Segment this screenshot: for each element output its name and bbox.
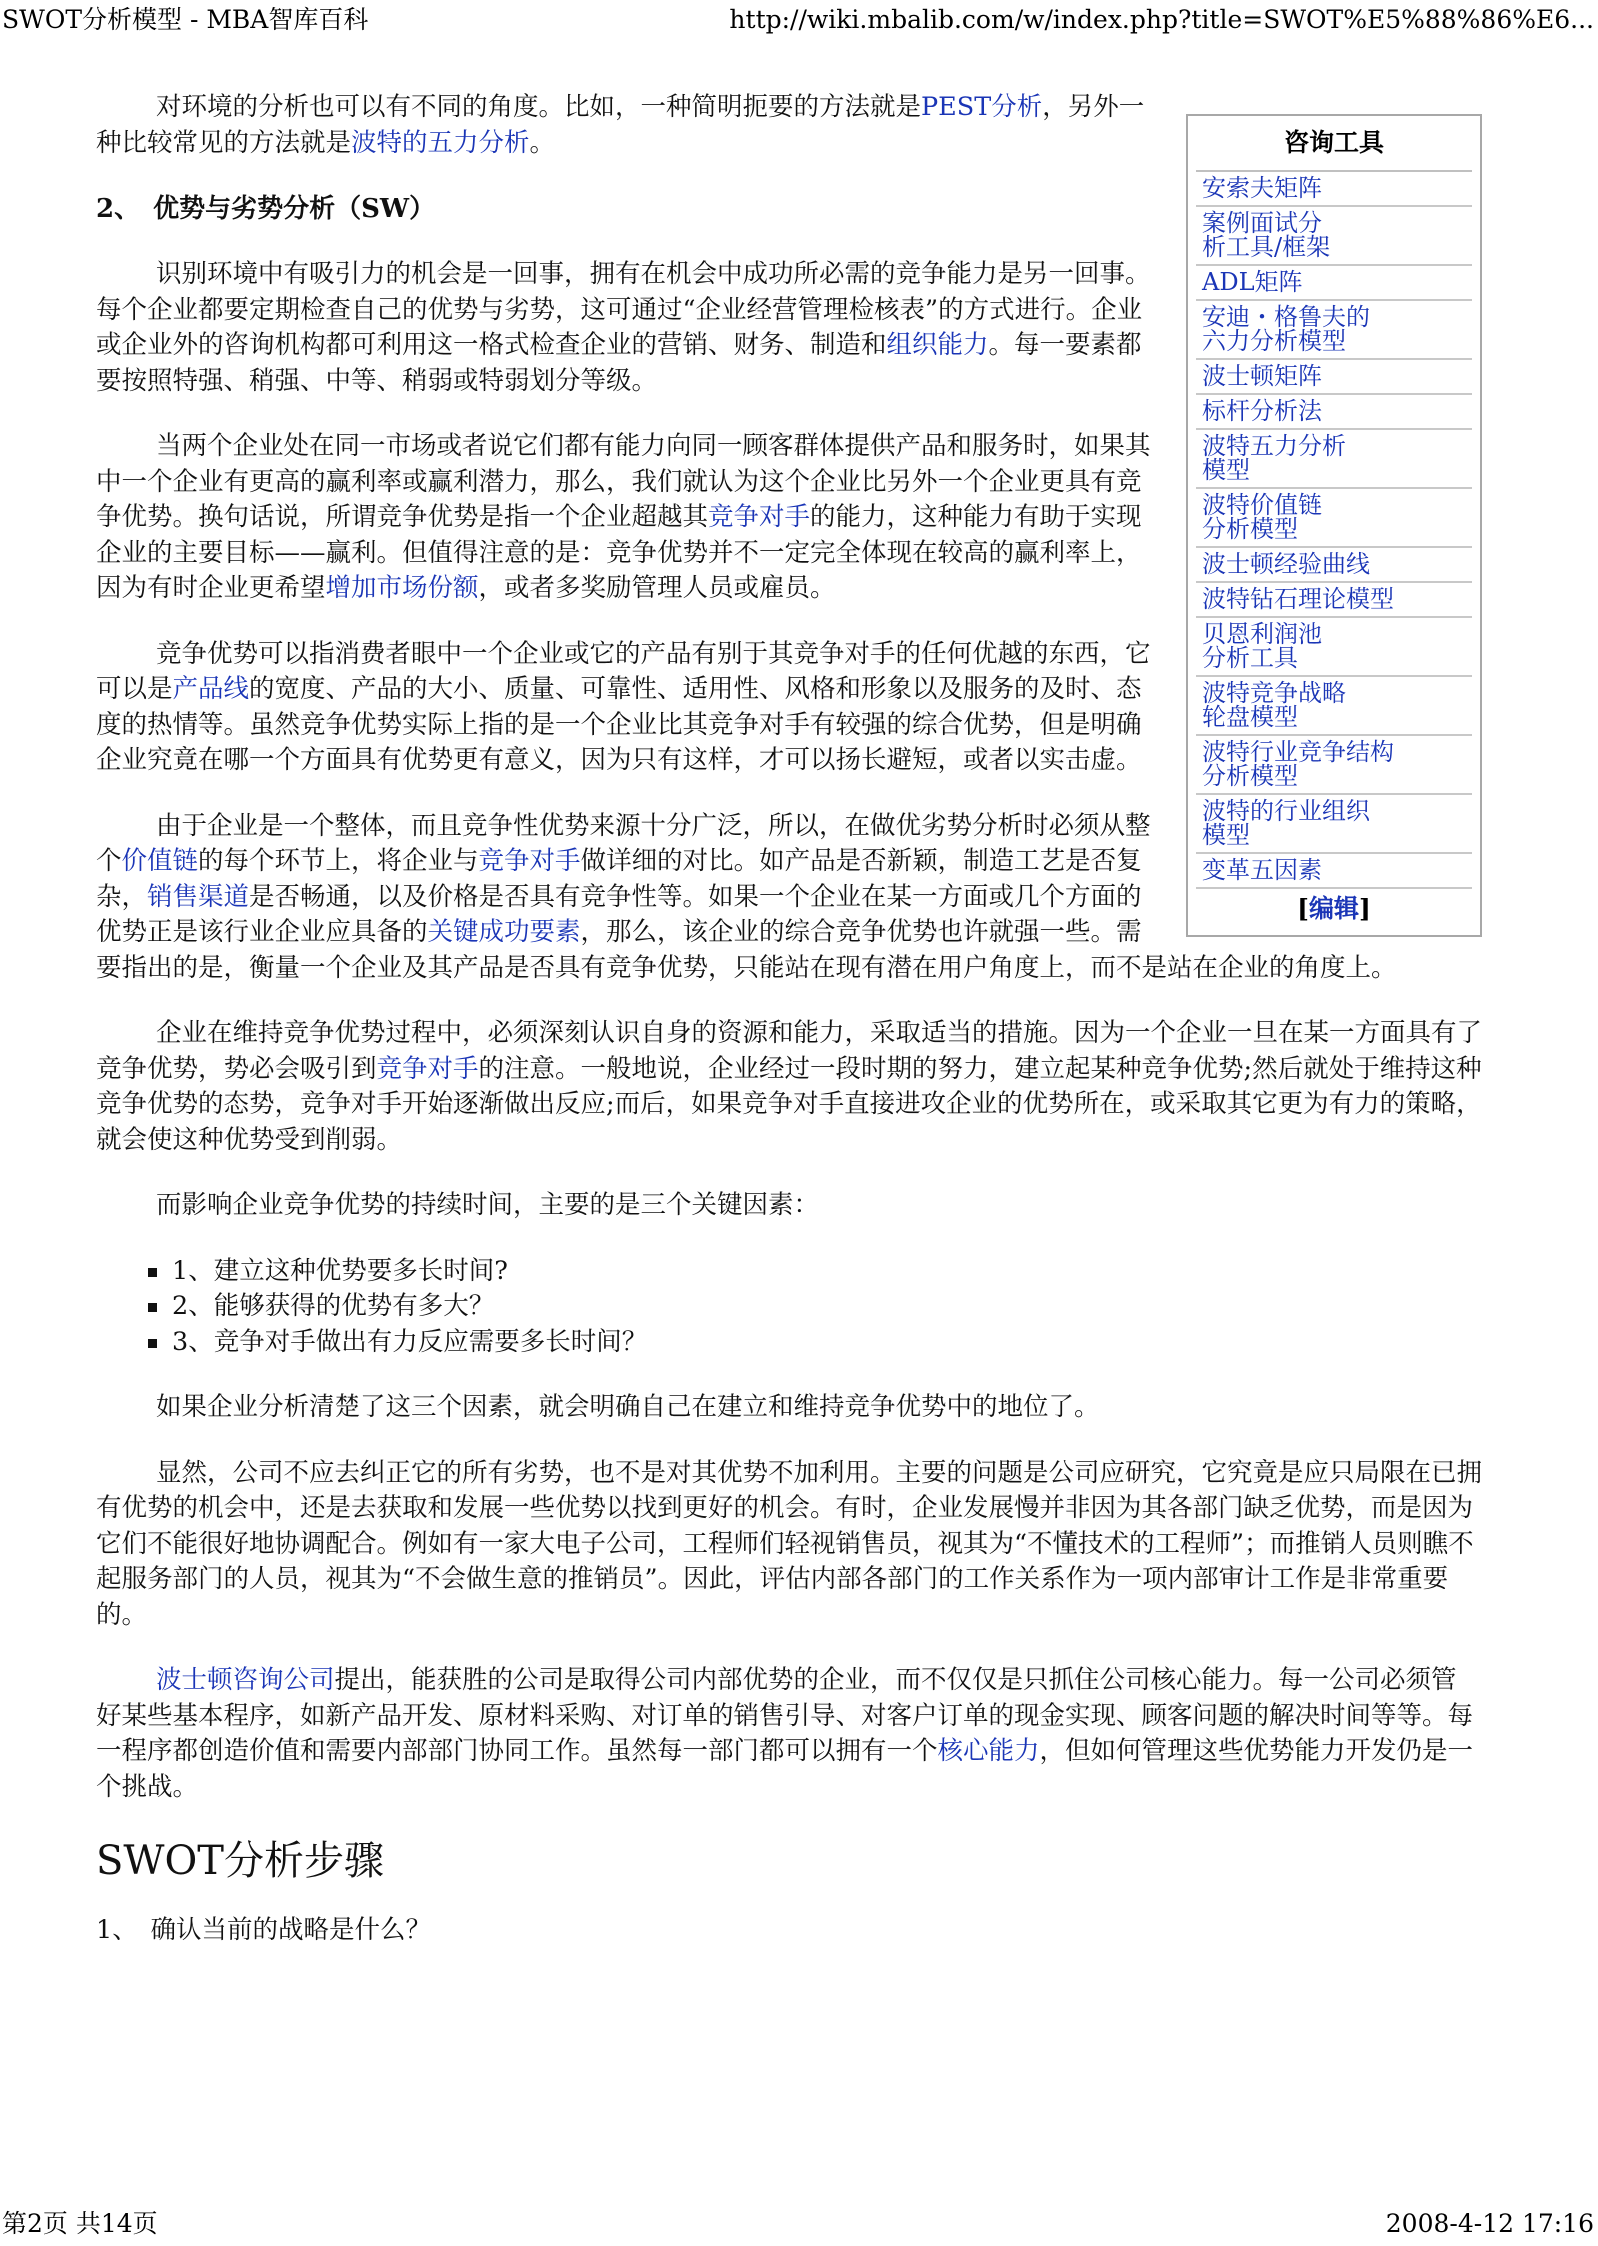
- edit-link[interactable]: 编辑: [1308, 894, 1359, 923]
- paragraph-competitive-advantage: 当两个企业处在同一市场或者说它们都有能力向同一顾客群体提供产品和服务时，如果其中一个企业有更高的赢利率或赢利潜力，那么，我们就认为这个企业比另外一个企业更具有竞争优势。换句话说，所谓竞争优势是指一个企业超越其竞争对手的能力，这种能力有助于实现企业的主要目标——赢利。但值得注意的是：竞争优势并不一定完全体现在较高的赢利率上，因为有时企业更希望增加市场份额，或者多奖励管理人员或雇员。: [96, 431, 1151, 603]
- page-title: SWOT分析模型 - MBA智库百科: [2, 5, 369, 34]
- consulting-tools-list: [1196, 170, 1472, 889]
- consulting-tools-title: 咨询工具: [1283, 128, 1384, 157]
- list-item: 2、能够获得的优势有多大？: [148, 1289, 1482, 1325]
- link-increase-market-share[interactable]: 增加市场份额: [325, 573, 479, 603]
- paragraph-environment-analysis: 对环境的分析也可以有不同的角度。比如，一种简明扼要的方法就是PEST分析，另外一种比较常见的方法就是波特的五力分析。: [96, 92, 1145, 158]
- page-number: 第2页 共14页: [2, 2209, 158, 2238]
- section-heading-swot-steps: SWOT分析步骤: [96, 1838, 384, 1884]
- link-product-line[interactable]: 产品线: [172, 674, 250, 704]
- paragraph-identify-strengths: 识别环境中有吸引力的机会是一回事，拥有在机会中成功所必需的竞争能力是另一回事。每个企业都要定期检查自己的优势与劣势，这可通过“企业经营管理检核表”的方式进行。企业或企业外的咨询机构都可利用这一格式检查企业的营销、财务、制造和组织能力。每一要素都要按照特强、稍强、中等、稍弱或特弱划分等级。: [96, 259, 1151, 396]
- list-item: 1、建立这种优势要多长时间?: [148, 1254, 1482, 1290]
- link-competitor-3[interactable]: 竞争对手: [376, 1053, 479, 1084]
- consulting-tool-link[interactable]: 波特五力分析 模型: [1196, 430, 1472, 489]
- key-factors-list: [96, 1254, 1482, 1361]
- page-url: http://wiki.mbalib.com/w/index.php?title=SWOT%E5%88%86%E6...: [729, 5, 1594, 34]
- consulting-tool-link[interactable]: 波士顿经验曲线: [1196, 548, 1472, 583]
- consulting-tool-link[interactable]: 标杆分析法: [1196, 395, 1472, 430]
- consulting-tool-link[interactable]: ADL矩阵: [1196, 266, 1472, 301]
- consulting-tool-link[interactable]: 波特竞争战略 轮盘模型: [1196, 677, 1472, 736]
- consulting-tool-link[interactable]: 贝恩利润池 分析工具: [1196, 618, 1472, 677]
- consulting-tool-link[interactable]: 案例面试分 析工具/框架: [1196, 207, 1472, 266]
- list-item: 3、竞争对手做出有力反应需要多长时间？: [148, 1325, 1482, 1361]
- paragraph-value-chain: 由于企业是一个整体，而且竞争性优势来源十分广泛，所以，在做优劣势分析时必须从整个价值链的每个环节上，将企业与竞争对手做详细的对比。如产品是否新颖，制造工艺是否复杂，销售渠道是否畅通，以及价格是否具有竞争性等。如果一个企业在某一方面或几个方面的优势正是该行业企业应具备的关键成功要素，那么，该企业的综合竞争优势也许就强一些。需要指出的是，衡量一个企业及其产品是否具有竞争优势，只能站在现有潜在用户角度上，而不是站在企业的角度上。: [96, 810, 1397, 983]
- paragraph-consumer-view: 竞争优势可以指消费者眼中一个企业或它的产品有别于其竞争对手的任何优越的东西，它可以是产品线的宽度、产品的大小、质量、可靠性、适用性、风格和形象以及服务的及时、态度的热情等。虽然竞争优势实际上指的是一个企业比其竞争对手有较强的综合优势，但是明确企业究竟在哪一个方面具有优势更有意义，因为只有这样，才可以扬长避短，或者以实击虚。: [96, 638, 1151, 775]
- link-pest-analysis[interactable]: PEST分析: [921, 92, 1043, 122]
- consulting-tool-link[interactable]: 波特行业竞争结构 分析模型: [1196, 736, 1472, 795]
- link-value-chain[interactable]: 价值链: [121, 846, 199, 876]
- article-content: [96, 90, 1482, 1949]
- paragraph-weakness-correction: 显然，公司不应去纠正它的所有劣势，也不是对其优势不加利用。主要的问题是公司应研究，它究竟是应只局限在已拥有优势的机会中，还是去获取和发展一些优势以找到更好的机会。有时，企业发展慢并非因为其各部门缺乏优势，而是因为它们不能很好地协调配合。例如有一家大电子公司，工程师们轻视销售员，视其为“不懂技术的工程师”；而推销人员则瞧不起服务部门的人员，视其为“不会做生意的推销员”。因此，评估内部各部门的工作关系作为一项内部审计工作是非常重要的。: [96, 1457, 1483, 1630]
- consulting-tool-link[interactable]: 波士顿矩阵: [1196, 360, 1472, 395]
- link-competitor[interactable]: 竞争对手: [708, 502, 811, 532]
- paragraph-key-factors-intro: 而影响企业竞争优势的持续时间，主要的是三个关键因素：: [156, 1190, 820, 1220]
- link-organizational-capability[interactable]: 组织能力: [886, 330, 989, 360]
- link-sales-channel[interactable]: 销售渠道: [147, 881, 250, 912]
- consulting-tool-link[interactable]: 波特的行业组织 模型: [1196, 795, 1472, 854]
- link-porter-five-forces[interactable]: 波特的五力分析: [351, 127, 530, 158]
- consulting-tools-box: [1186, 114, 1482, 937]
- consulting-tool-link[interactable]: 波特钻石理论模型: [1196, 583, 1472, 618]
- paragraph-bcg: 波士顿咨询公司提出，能获胜的公司是取得公司内部优势的企业，而不仅仅是只抓住公司核心能力。每一公司必须管好某些基本程序，如新产品开发、原材料采购、对订单的销售引导、对客户订单的现金实现、顾客问题的解决时间等等。每一程序都创造价值和需要内部部门协同工作。虽然每一部门都可以拥有一个核心能力，但如何管理这些优势能力开发仍是一个挑战。: [96, 1665, 1474, 1802]
- step-1: 1、 确认当前的战略是什么？: [96, 1915, 431, 1945]
- link-competitor-2[interactable]: 竞争对手: [478, 846, 581, 876]
- section-heading-sw: 2、 优势与劣势分析（SW）: [96, 194, 436, 224]
- consulting-tool-link[interactable]: 变革五因素: [1196, 854, 1472, 889]
- link-key-success-factors[interactable]: 关键成功要素: [427, 917, 581, 947]
- edit-bracket-open: [: [1297, 894, 1309, 923]
- paragraph-maintain-advantage: 企业在维持竞争优势过程中，必须深刻认识自身的资源和能力，采取适当的措施。因为一个企业一旦在某一方面具有了竞争优势，势必会吸引到竞争对手的注意。一般地说，企业经过一段时期的努力，建立起某种竞争优势;然后就处于维持这种竞争优势的态势，竞争对手开始逐渐做出反应;而后，如果竞争对手直接进攻企业的优势所在，或采取其它更为有力的策略，就会使这种优势受到削弱。: [96, 1018, 1483, 1155]
- link-bcg[interactable]: 波士顿咨询公司: [156, 1665, 335, 1695]
- print-footer: [0, 2204, 1598, 2244]
- print-datetime: 2008-4-12 17:16: [1385, 2209, 1594, 2238]
- print-header: [0, 0, 1598, 40]
- consulting-tool-link[interactable]: 安迪・格鲁夫的 六力分析模型: [1196, 301, 1472, 360]
- edit-bracket-close: ]: [1359, 894, 1371, 923]
- consulting-tool-link[interactable]: 安索夫矩阵: [1196, 172, 1472, 207]
- link-core-competence[interactable]: 核心能力: [937, 1736, 1040, 1766]
- edit-control: [1196, 889, 1472, 929]
- consulting-tool-link[interactable]: 波特价值链 分析模型: [1196, 489, 1472, 548]
- paragraph-key-factors-conclusion: 如果企业分析清楚了这三个因素，就会明确自己在建立和维持竞争优势中的地位了。: [156, 1392, 1100, 1422]
